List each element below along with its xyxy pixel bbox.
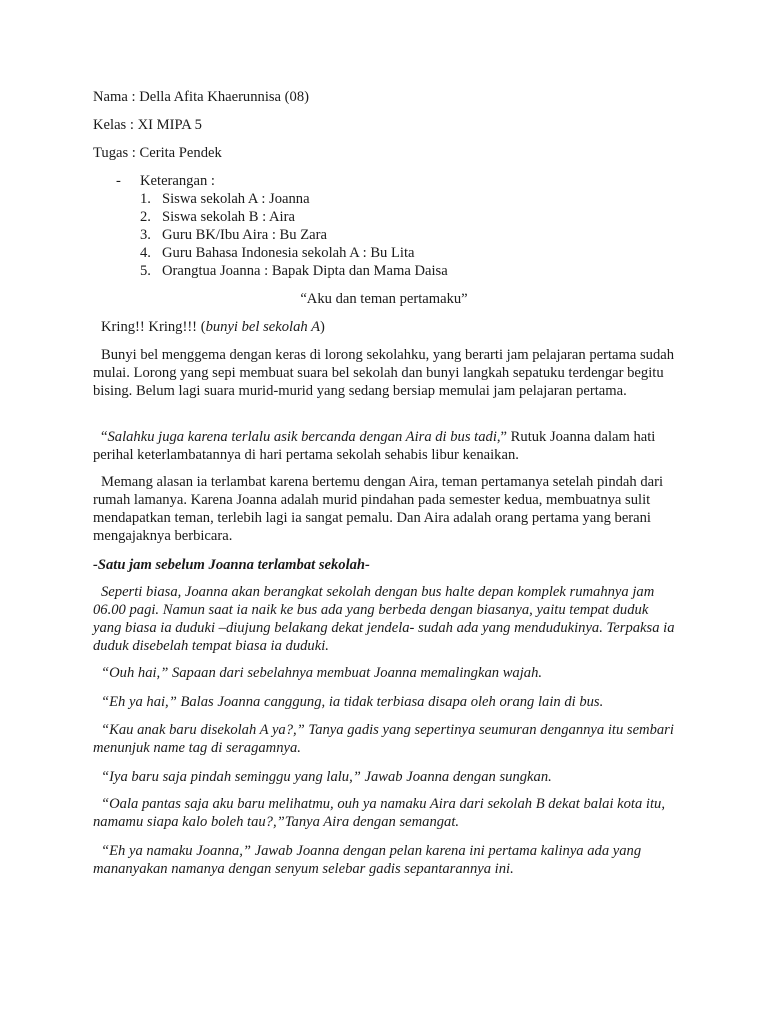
section-heading: -Satu jam sebelum Joanna terlambat sekolah- — [93, 557, 370, 573]
list-item: 2. Siswa sekolah B : Aira — [140, 209, 295, 225]
list-bullet-dash: - — [116, 173, 121, 189]
paragraph-bell: Kring!! Kring!!! (bunyi bel sekolah A) — [101, 319, 325, 335]
paragraph: “Iya baru saja pindah seminggu yang lalu,” Jawab Joanna dengan sungkan. — [101, 769, 552, 785]
list-item: 4. Guru Bahasa Indonesia sekolah A : Bu Lita — [140, 245, 415, 261]
assignment-type: Tugas : Cerita Pendek — [93, 145, 222, 161]
list-item: 1. Siswa sekolah A : Joanna — [140, 191, 310, 207]
student-name: Nama : Della Afita Khaerunnisa (08) — [93, 89, 309, 105]
paragraph: Memang alasan ia terlambat karena bertemu dengan Aira, teman pertamanya setelah pindah dari rumah lamanya. Karena Joanna adalah murid pindahan pada semester kedua, membuatnya sulit mendapatkan teman, terlebih lagi ia sangat pemalu. Dan Aira adalah orang pertama yang berani mengajaknya berbicara. — [93, 474, 664, 544]
paragraph: “Salahku juga karena terlalu asik bercanda dengan Aira di bus tadi,” Rutuk Joanna dalam hati perihal keterlambatannya di hari pertama sekolah sehabis libur kenaikan. — [93, 429, 656, 463]
student-class: Kelas : XI MIPA 5 — [93, 117, 202, 133]
character-list — [140, 190, 448, 280]
paragraph: “Ouh hai,” Sapaan dari sebelahnya membuat Joanna memalingkan wajah. — [101, 665, 543, 681]
paragraph: “Eh ya namaku Joanna,” Jawab Joanna dengan pelan karena ini pertama kalinya ada yang mananyakan namanya dengan senyum selebar gadis sepantarannya ini. — [93, 843, 642, 877]
paragraph: Seperti biasa, Joanna akan berangkat sekolah dengan bus halte depan komplek rumahnya jam 06.00 pagi. Namun saat ia naik ke bus ada yang berbeda dengan biasanya, yaitu tempat duduk yang biasa ia duduki –diujung belakang dekat jendela- sudah ada yang mendudukinya. Terpaksa ia duduk disebelah tempat biasa ia duduki. — [93, 584, 675, 654]
story-title: “Aku dan teman pertamaku” — [300, 291, 468, 307]
list-item: 3. Guru BK/Ibu Aira : Bu Zara — [140, 227, 327, 243]
paragraph: “Kau anak baru disekolah A ya?,” Tanya gadis yang sepertinya seumuran dengannya itu sembari menunjuk name tag di seragamnya. — [93, 722, 674, 756]
paragraph: Bunyi bel menggema dengan keras di lorong sekolahku, yang berarti jam pelajaran pertama sudah mulai. Lorong yang sepi membuat suara bel sekolah dan bunyi langkah sepatuku terdengar begitu bising. Belum lagi suara murid-murid yang sedang bersiap memulai jam pelajaran pertama. — [93, 347, 675, 399]
paragraph: “Oala pantas saja aku baru melihatmu, ouh ya namaku Aira dari sekolah B dekat balai kota itu, namamu siapa kalo boleh tau?,”Tanya Aira dengan semangat. — [93, 796, 665, 830]
keterangan-label: Keterangan : — [140, 173, 215, 189]
list-item: 5. Orangtua Joanna : Bapak Dipta dan Mama Daisa — [140, 263, 448, 279]
paragraph: “Eh ya hai,” Balas Joanna canggung, ia tidak terbiasa disapa oleh orang lain di bus. — [101, 694, 604, 710]
